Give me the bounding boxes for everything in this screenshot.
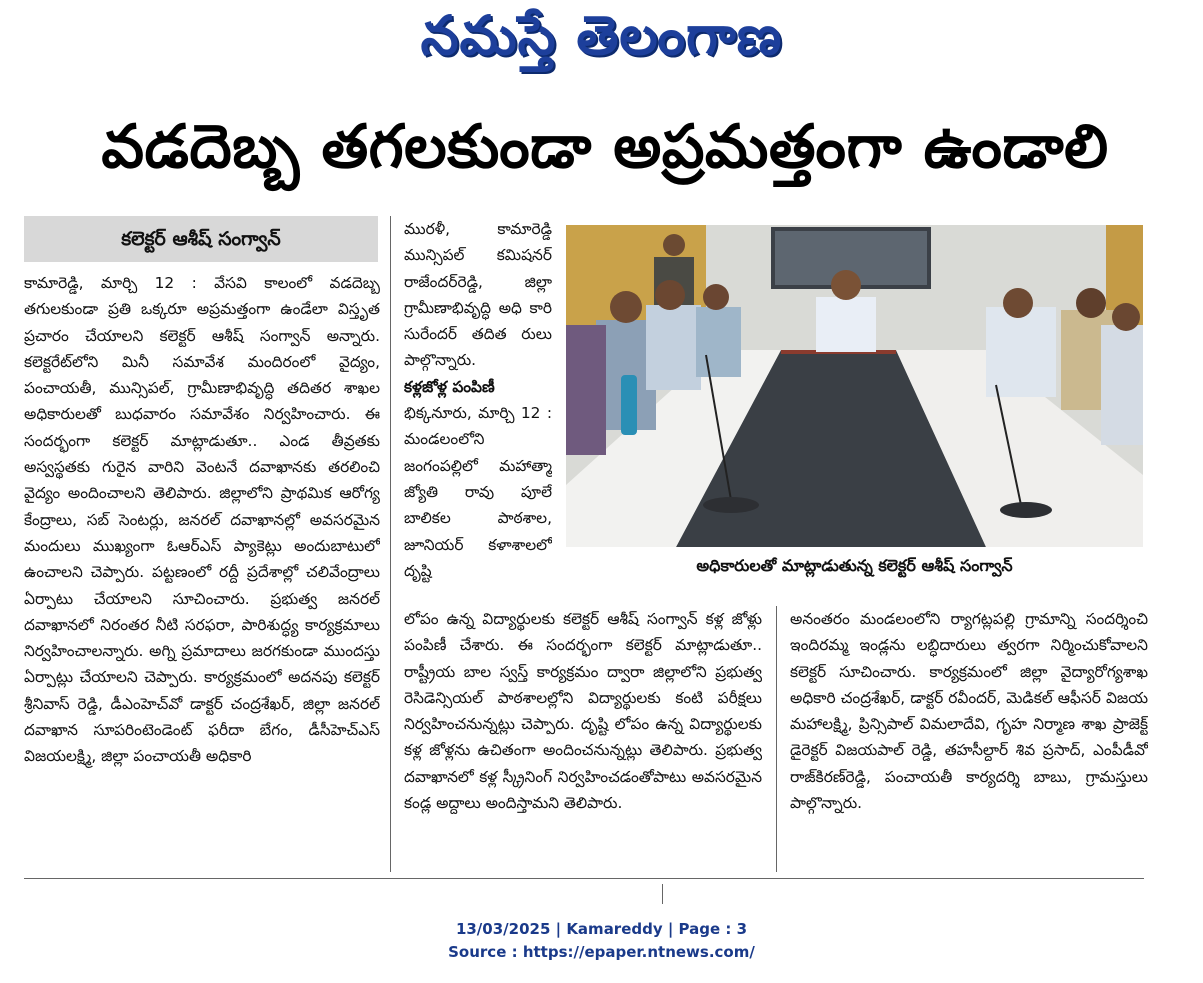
photo-caption: అధికారులతో మాట్లాడుతున్న కలెక్టర్ ఆశీష్ సంగ్వాన్ [696, 556, 1013, 575]
column2-top-text: మురళీ, కామారెడ్డి మున్సిపల్ కమిషనర్ రాజేందర్‌రెడ్డి, జిల్లా గ్రామీణాభివృద్ధి అధి కారి సురేందర్ తదిత రులు పాల్గొన్నారు. [404, 220, 552, 370]
column-divider [776, 606, 777, 872]
photo-illustration [566, 225, 1143, 547]
meeting-photo [566, 225, 1143, 547]
article-column-1 [24, 270, 380, 870]
footer-source-link[interactable]: Source : https://epaper.ntnews.com/ [448, 943, 755, 961]
article-byline: కలెక్టర్ ఆశీష్ సంగ్వాన్ [24, 216, 378, 262]
article-column-2-bottom [404, 606, 762, 870]
column2-sub-text: భిక్కనూరు, మార్చి 12 : మండలంలోని జంగంపల్లిలో మహాత్మా జ్యోతి రావు పూలే బాలికల పాఠశాల, జూనియర్ కళాశాలలో దృష్టి [404, 404, 552, 580]
article-column-3 [790, 606, 1148, 870]
column1-text: కామారెడ్డి, మార్చి 12 : వేసవి కాలంలో వడదెబ్బ తగులకుండా ప్రతి ఒక్కరూ అప్రమత్తంగా ఉండేలా విస్తృత ప్రచారం చేయాలని కలెక్టర్ ఆశీష్ సంగ్వాన్ అన్నారు. కలెక్టరేట్‌లోని మినీ సమావేశ మందిరంలో వైద్యం, పంచాయతీ, మున్సిపల్, గ్రామీణాభివృద్ధి తదితర శాఖల అధికారులతో బుధవారం సమావేశం నిర్వహించారు. ఈ సందర్భంగా కలెక్టర్ మాట్లాడుతూ.. ఎండ తీవ్రతకు అస్వస్థతకు గురైన వారిని వెంటనే దవాఖానకు తరలించి వైద్యం అందించాలని తెలిపారు. జిల్లాలోని ప్రాథమిక ఆరోగ్య కేంద్రాలు, సబ్ సెంటర్లు, జనరల్ దవాఖానల్లో అవసరమైన మందులు ముఖ్యంగా ఓఆర్‌ఎస్ ప్యాకెట్లు అందుబాటులో ఉంచాలని చెప్పారు. పట్టణంలో రద్దీ ప్రదేశాల్లో చలివేంద్రాలు ఏర్పాటు చేయాలని సూచించారు. ప్రభుత్వ జనరల్ దవాఖానలో నిరంతర నీటి సరఫరా, పారిశుద్ధ్య కార్యక్రమాలు నిర్వహించాలన్నారు. అగ్ని ప్రమాదాలు జరగకుండా ముందస్తు ఏర్పాట్లు చేయాలని చెప్పారు. కార్యక్రమంలో అదనపు కలెక్టర్ శ్రీనివాస్ రెడ్డి, డీఎంహెచ్‌వో డాక్టర్ చంద్రశేఖర్, జిల్లా జనరల్ దవాఖాన సూపరింటెండెంట్ ఫరీదా బేగం, డీసీహెచ్‌ఎస్ విజయలక్ష్మి, జిల్లా పంచాయతీ అధికారి [24, 274, 380, 766]
footer-date-page: 13/03/2025 | Kamareddy | Page : 3 [455, 920, 748, 938]
article-column-2-top [404, 216, 552, 606]
article-headline: వడదెబ్బ తగలకుండా అప్రమత్తంగా ఉండాలి [101, 112, 1109, 182]
column3-text: అనంతరం మండలంలోని ర్యాగట్లపల్లి గ్రామాన్ని సందర్శించి ఇందిరమ్మ ఇండ్లను లబ్ధిదారులు త్వరగా నిర్మించుకోవాలని కలెక్టర్ సూచించారు. కార్యక్రమంలో జిల్లా వైద్యారోగ్యశాఖ అధికారి చంద్రశేఖర్, డాక్టర్ రవీందర్, మెడికల్ ఆఫీసర్ విజయ మహాలక్ష్మి, ప్రిన్సిపాల్ విమలాదేవి, గృహ నిర్మాణ శాఖ ప్రాజెక్ట్ డైరెక్టర్ విజయపాల్ రెడ్డి, తహసీల్దార్ శివ ప్రసాద్, ఎంపీడీవో రాజ్‌కిరణ్‌రెడ్డి, పంచాయతీ కార్యదర్శి బాబు, గ్రామస్తులు పాల్గొన్నారు. [790, 610, 1148, 813]
page-bottom-rule [24, 878, 1144, 879]
column-divider [662, 884, 663, 904]
column-divider [390, 216, 391, 872]
subheading: కళ్లజోళ్ల పంపిణీ [404, 377, 495, 396]
newspaper-masthead: నమస్తే తెలంగాణ [420, 4, 783, 67]
column2-bottom-text: లోపం ఉన్న విద్యార్థులకు కలెక్టర్ ఆశీష్ సంగ్వాన్ కళ్ల జోళ్లు పంపిణీ చేశారు. ఈ సందర్భంగా కలెక్టర్ మాట్లాడుతూ.. రాష్ట్రీయ బాల స్వస్త్ కార్యక్రమం ద్వారా జిల్లాలోని ప్రభుత్వ రెసిడెన్సియల్ పాఠశాలల్లోని విద్యార్థులకు కంటి పరీక్షలు నిర్వహించనున్నట్లు చెప్పారు. దృష్టి లోపం ఉన్న విద్యార్థులకు కళ్ల జోళ్లను ఉచితంగా అందించనున్నట్లు తెలిపారు. ప్రభుత్వ దవాఖానలో కళ్ల స్క్రీనింగ్ నిర్వహించడంతోపాటు అవసరమైన కండ్ల అద్దాలు అందిస్తామని తెలిపారు. [404, 610, 762, 813]
